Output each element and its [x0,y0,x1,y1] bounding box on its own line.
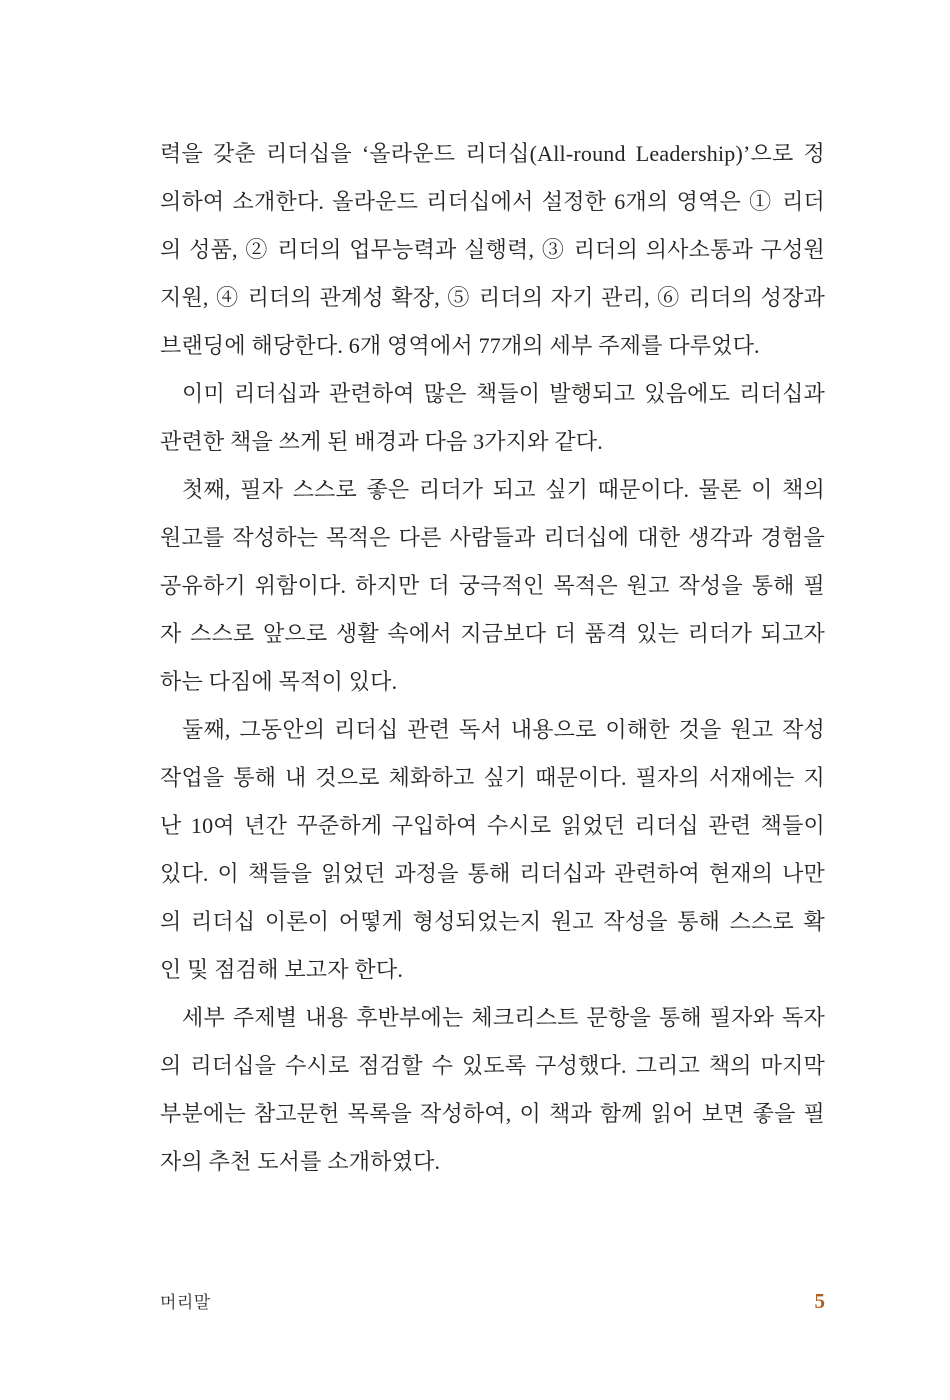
body-line: 세부 주제별 내용 후반부에는 체크리스트 문항을 통해 필자와 독자 [182,1005,825,1030]
body-line: 의하여 소개한다. 올라운드 리더십에서 설정한 6개의 영역은 ① 리더 [160,189,825,214]
paragraph [160,370,825,466]
paragraph [160,706,825,994]
page-number: 5 [814,1289,825,1313]
paragraph [160,994,825,1186]
body-line: 원고를 작성하는 목적은 다른 사람들과 리더십에 대한 생각과 경험을 [160,525,825,550]
body-line: 공유하기 위함이다. 하지만 더 궁극적인 목적은 원고 작성을 통해 필 [160,573,825,598]
running-footer-section: 머리말 [160,1293,211,1312]
body-line: 둘째, 그동안의 리더십 관련 독서 내용으로 이해한 것을 원고 작성 [182,717,825,742]
body-line: 의 리더십 이론이 어떻게 형성되었는지 원고 작성을 통해 스스로 확 [160,909,825,934]
paragraph [160,466,825,706]
page-footer [160,1288,825,1314]
body-line: 력을 갖춘 리더십을 ‘올라운드 리더십(All-round Leadership)’으로 정 [160,141,825,166]
body-line: 이미 리더십과 관련하여 많은 책들이 발행되고 있음에도 리더십과 [182,381,825,406]
preface-body [160,130,825,1186]
body-line: 관련한 책을 쓰게 된 배경과 다음 3가지와 같다. [160,429,603,454]
body-line: 작업을 통해 내 것으로 체화하고 싶기 때문이다. 필자의 서재에는 지 [160,765,825,790]
body-line: 지원, ④ 리더의 관계성 확장, ⑤ 리더의 자기 관리, ⑥ 리더의 성장과 [160,285,825,310]
body-line: 인 및 점검해 보고자 한다. [160,957,404,982]
body-line: 하는 다짐에 목적이 있다. [160,669,398,694]
body-line: 의 리더십을 수시로 점검할 수 있도록 구성했다. 그리고 책의 마지막 [160,1053,825,1078]
body-line: 부분에는 참고문헌 목록을 작성하여, 이 책과 함께 읽어 보면 좋을 필 [160,1101,825,1126]
body-line: 브랜딩에 해당한다. 6개 영역에서 77개의 세부 주제를 다루었다. [160,333,760,358]
body-line: 난 10여 년간 꾸준하게 구입하여 수시로 읽었던 리더십 관련 책들이 [160,813,825,838]
body-line: 첫째, 필자 스스로 좋은 리더가 되고 싶기 때문이다. 물론 이 책의 [182,477,825,502]
body-line: 의 성품, ② 리더의 업무능력과 실행력, ③ 리더의 의사소통과 구성원 [160,237,825,262]
paragraph [160,130,825,370]
body-line: 자 스스로 앞으로 생활 속에서 지금보다 더 품격 있는 리더가 되고자 [160,621,825,646]
body-line: 있다. 이 책들을 읽었던 과정을 통해 리더십과 관련하여 현재의 나만 [160,861,825,886]
body-line: 자의 추천 도서를 소개하였다. [160,1149,441,1174]
